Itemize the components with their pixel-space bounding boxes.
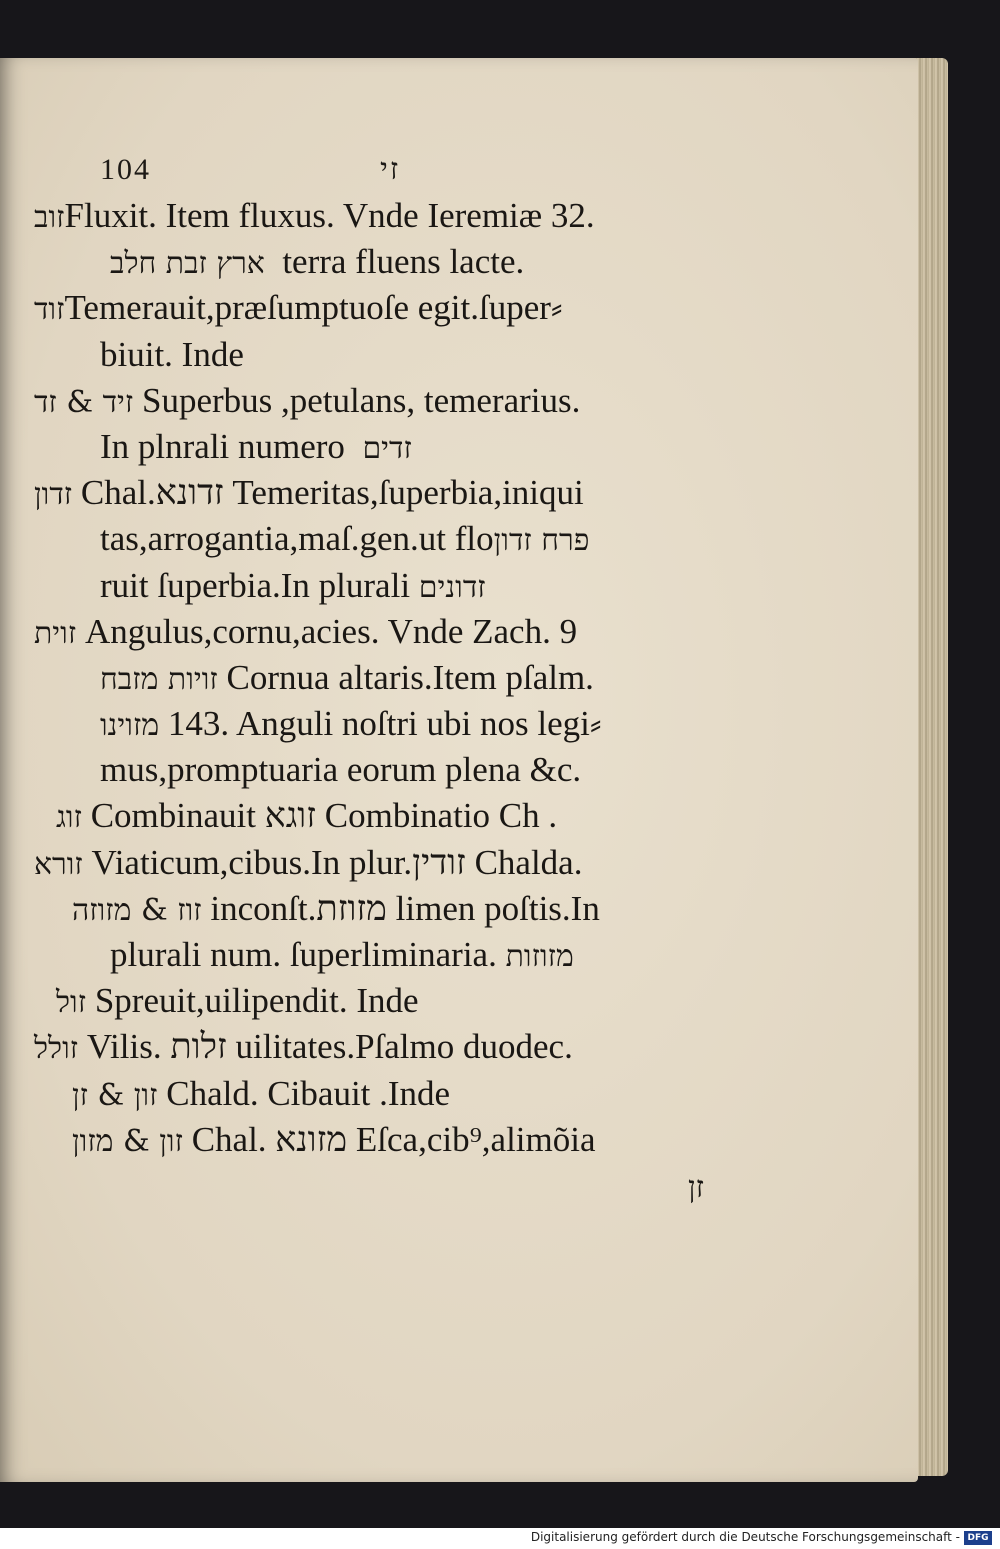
- latin-text: Combinauit זוגא Combinatio Ch .: [90, 796, 558, 836]
- hebrew-word: זדון: [34, 477, 73, 513]
- text-line: [0, 193, 918, 239]
- text-line: [0, 1117, 918, 1163]
- text-line: [0, 793, 918, 839]
- text-line: [0, 332, 918, 378]
- hebrew-word: זוית: [34, 615, 77, 651]
- latin-text: Viaticum,cibus.In plur.זודין Chalda.: [91, 842, 583, 882]
- hebrew-word: מזוינו: [100, 708, 160, 744]
- hebrew-word: זולל: [34, 1031, 79, 1067]
- hebrew-word: זון & מזון: [72, 1123, 183, 1159]
- latin-text: Fluxit. Item fluxus. Vnde Ieremiæ 32.: [64, 196, 595, 235]
- hebrew-folio: זי: [380, 153, 401, 186]
- latin-text: Spreuit,uilipendit. Inde: [94, 981, 419, 1021]
- text-line: [0, 516, 918, 562]
- latin-text: In plnrali numero: [100, 426, 345, 466]
- hebrew-word: זול: [56, 985, 87, 1021]
- hebrew-word: זדים: [362, 430, 412, 466]
- dfg-logo-icon: DFG: [964, 1531, 992, 1545]
- latin-text: Temerauit,præſumptuoſe egit.ſuper⸗: [64, 288, 563, 328]
- latin-text: Angulus,cornu,acies. Vnde Zach. 9: [84, 611, 578, 651]
- hebrew-word: זיד & זד: [34, 384, 134, 420]
- latin-text: plurali num. ſuperliminaria.: [110, 935, 497, 974]
- text-line: [0, 886, 918, 932]
- text-line: [0, 378, 918, 424]
- text-line: [0, 840, 918, 886]
- latin-text: terra fluens lacte.: [282, 242, 525, 282]
- latin-text: Chald. Cibauit .Inde: [166, 1073, 451, 1113]
- latin-text: biuit. Inde: [100, 334, 244, 374]
- text-line: [0, 655, 918, 701]
- latin-text: inconſt.מזוזת limen poſtis.In: [210, 888, 600, 928]
- latin-text: ruit ſuperbia.In plurali: [100, 565, 411, 605]
- dictionary-entries: [0, 193, 918, 1209]
- latin-text: Superbus ,petulans, temerarius.: [141, 380, 581, 420]
- hebrew-word: זויות מזבח: [100, 661, 218, 697]
- text-line: [0, 747, 918, 793]
- latin-text: Chal.זדונא Temeritas,ſuperbia,iniqui: [80, 473, 584, 513]
- hebrew-word: זון & זן: [72, 1077, 158, 1113]
- text-line: [0, 424, 918, 470]
- hebrew-word: זדונים: [418, 569, 486, 605]
- latin-text: mus,promptuaria eorum plena &c.: [100, 750, 582, 790]
- text-line: [0, 285, 918, 331]
- text-line: [0, 609, 918, 655]
- hebrew-catchword: זן: [687, 1169, 704, 1205]
- text-line: [0, 978, 918, 1024]
- page-header: [100, 153, 440, 193]
- hebrew-word: זוז & מזוזה: [72, 892, 202, 928]
- latin-text: tas,arrogantia,maſ.gen.ut flo: [100, 519, 494, 559]
- latin-text: 143. Anguli noſtri ubi nos legi⸗: [167, 704, 602, 744]
- page-number: 104: [100, 153, 151, 186]
- hebrew-word: זוג: [56, 800, 82, 836]
- hebrew-word: פרח זדון: [493, 523, 590, 559]
- latin-text: Vilis. זלות uilitates.Pſalmo duodec.: [86, 1027, 573, 1067]
- text-line: [0, 1024, 918, 1070]
- text-line: [0, 563, 918, 609]
- text-line: [0, 470, 918, 516]
- funding-notice: Digitalisierung gefördert durch die Deutsche Forschungsgemeinschaft -: [530, 1530, 960, 1544]
- hebrew-word: מזוזות: [505, 939, 574, 974]
- hebrew-word: זורא: [34, 846, 83, 882]
- catchword: [0, 1163, 918, 1209]
- text-line: [0, 701, 918, 747]
- book-page: [0, 58, 918, 1482]
- text-line: [0, 239, 918, 285]
- hebrew-word: ארץ זבת חלב: [110, 246, 265, 282]
- hebrew-word: זוב: [34, 200, 65, 235]
- latin-text: Chal. מזונא Eſca,cib⁹,alimõia: [191, 1119, 596, 1159]
- footer-bar: [0, 1528, 1000, 1549]
- text-line: [0, 1071, 918, 1117]
- text-line: [0, 932, 918, 978]
- latin-text: Cornua altaris.Item pſalm.: [226, 657, 594, 697]
- hebrew-word: זוד: [34, 292, 65, 328]
